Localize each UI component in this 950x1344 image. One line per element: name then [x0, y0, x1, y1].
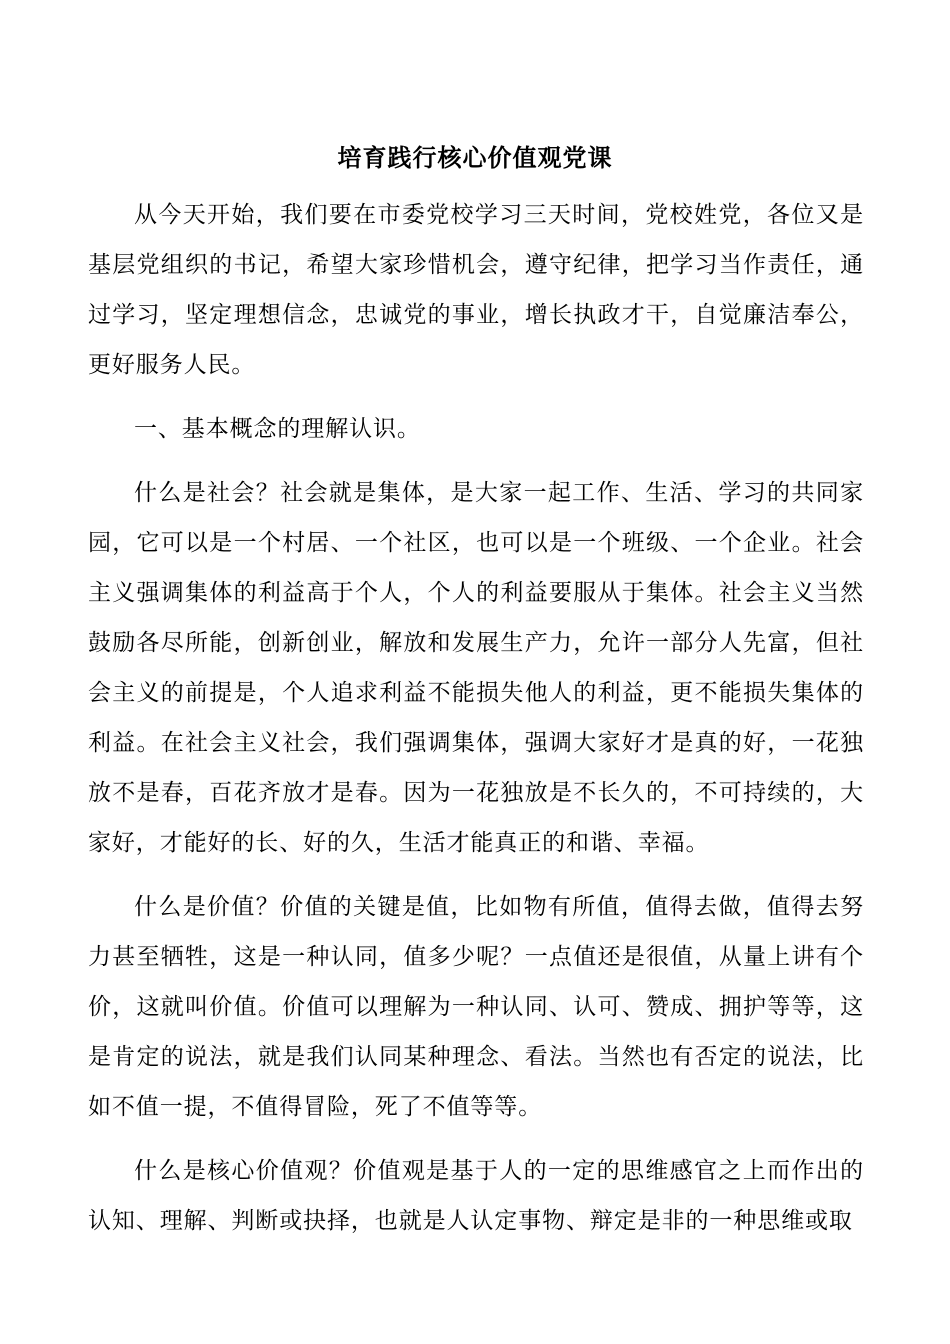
document-title: 培育践行核心价值观党课 — [337, 143, 613, 172]
section-heading-1: 一、基本概念的理解认识。 — [134, 416, 421, 442]
paragraph-intro: 从今天开始，我们要在市委党校学习三天时间，党校姓党，各位又是基层党组织的书记，希望大家珍惜机会，遵守纪律，把学习当作责任，通过学习，坚定理想信念，忠诚党的事业，增长执政才干，自觉廉洁奉公，更好服务人民。 — [88, 202, 864, 378]
paragraph-society: 什么是社会？社会就是集体，是大家一起工作、生活、学习的共同家园，它可以是一个村居、一个社区，也可以是一个班级、一个企业。社会主义强调集体的利益高于个人，个人的利益要服从于集体。社会主义当然鼓励各尽所能，创新创业，解放和发展生产力，允许一部分人先富，但社会主义的前提是，个人追求利益不能损失他人的利益，更不能损失集体的利益。在社会主义社会，我们强调集体，强调大家好才是真的好，一花独放不是春，百花齐放才是春。因为一花独放是不长久的，不可持续的，大家好，才能好的长、好的久，生活才能真正的和谐、幸福。 — [88, 480, 864, 856]
document-body — [88, 190, 864, 1260]
paragraph-value: 什么是价值？价值的关键是值，比如物有所值，值得去做，值得去努力甚至牺牲，这是一种认同，值多少呢？一点值还是很值，从量上讲有个价，这就叫价值。价值可以理解为一种认同、认可、赞成、拥护等等，这是肯定的说法，就是我们认同某种理念、看法。当然也有否定的说法，比如不值一提，不值得冒险，死了不值等等。 — [88, 894, 864, 1120]
paragraph-core-values: 什么是核心价值观？价值观是基于人的一定的思维感官之上而作出的认知、理解、判断或抉择，也就是人认定事物、辩定是非的一种思维或取 — [88, 1158, 864, 1234]
